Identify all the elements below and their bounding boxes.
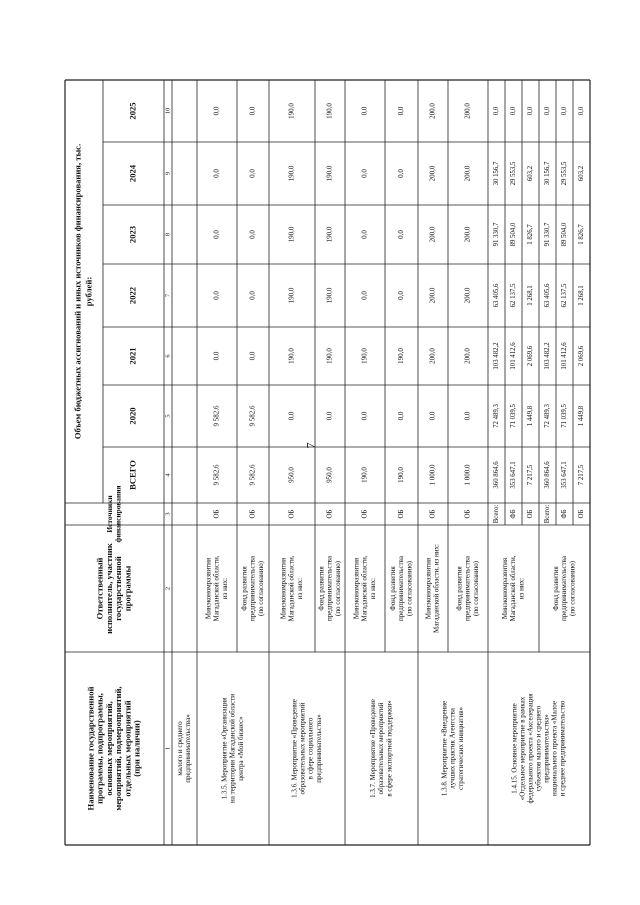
row-value: 0,0 (212, 106, 221, 116)
row-value: 1 449,8 (578, 405, 586, 427)
row-responsible: (по согласованию) (333, 560, 342, 617)
row-value: 9 582,6 (248, 405, 257, 427)
row-responsible: Магаданской области, (360, 555, 369, 622)
row-value: 0,0 (360, 230, 369, 239)
row-name: образовательных мероприятий (298, 702, 307, 795)
col-header-year: 2021 (127, 347, 138, 365)
row-value: 190,0 (287, 103, 296, 119)
row-value: 190,0 (325, 165, 334, 182)
row-value: 7 217,5 (578, 464, 586, 486)
col-number: 4 (164, 473, 172, 477)
row-source: ОБ (527, 509, 535, 519)
row-responsible: Магаданской области, (509, 555, 518, 622)
row-value: 1 449,8 (527, 405, 535, 427)
row-value: 103 482,2 (544, 342, 552, 370)
row-value: 0,0 (248, 230, 257, 239)
row-value: 190,0 (325, 348, 334, 364)
row-value: 71 039,5 (510, 404, 518, 428)
row-responsible: Фонд развития (388, 566, 397, 611)
row-responsible: Минэкономразвития (500, 557, 509, 620)
col-number: 1 (164, 746, 172, 751)
row-value: 0,0 (561, 106, 569, 116)
row-name: предпринимательства» (314, 714, 323, 783)
row-source: ОБ (397, 509, 406, 519)
row-source: Всего: (493, 504, 501, 524)
page-number: 7 (303, 442, 318, 449)
row-value: 0,0 (212, 291, 221, 300)
row-name: центра «Мой бизнес» (236, 716, 245, 781)
row-responsible: из них: (517, 577, 526, 600)
row-responsible: из них: (220, 577, 229, 600)
row-value: 0,0 (360, 291, 369, 300)
row-name: стратегических инициатив» (456, 706, 465, 791)
row-value: 0,0 (212, 230, 221, 239)
row-responsible: (по согласованию) (568, 560, 577, 617)
row-value: 103 482,2 (493, 342, 501, 370)
row-value: 200,0 (428, 103, 437, 119)
row-value: 1 826,7 (578, 224, 586, 245)
row-responsible: Магаданской области, (287, 555, 296, 622)
col-header-responsible: программы (122, 565, 133, 612)
row-value: 62 137,5 (561, 283, 569, 308)
row-value: 0,0 (212, 169, 221, 178)
row-name: малого и среднего (176, 721, 185, 776)
row-responsible: (по согласованию) (256, 560, 265, 617)
row-value: 0,0 (397, 411, 406, 421)
row-source: ОБ (287, 509, 296, 519)
col-header-responsible: государственной (113, 556, 124, 621)
row-name: 1.3.8. Мероприятие «Внедрение (440, 700, 449, 797)
col-header-funding: Объем бюджетных ассигнований и иных источников финансирования, тыс. (72, 143, 83, 440)
row-responsible: (по согласованию) (471, 560, 480, 617)
row-value: 0,0 (578, 106, 586, 116)
row-value: 101 412,6 (510, 342, 518, 370)
row-responsible: предпринимательства (248, 556, 257, 621)
row-name: в сфере социального (306, 717, 315, 780)
row-value: 0,0 (397, 106, 406, 116)
row-value: 89 504,0 (561, 222, 569, 247)
col-header-year: 2025 (127, 102, 138, 120)
row-value: 200,0 (463, 165, 472, 182)
row-value: 353 647,1 (510, 461, 518, 489)
row-responsible: Фонд развития (551, 566, 560, 611)
col-number: 5 (164, 414, 172, 418)
row-value: 360 864,6 (544, 461, 552, 489)
col-header-name: программы, подпрограммы, (94, 693, 105, 804)
col-header-name: отдельных мероприятий (122, 700, 133, 797)
row-source: Всего: (544, 504, 552, 524)
row-value: 29 553,5 (561, 161, 569, 186)
row-value: 190,0 (287, 226, 296, 243)
col-header-name: основных мероприятий, (103, 701, 114, 796)
col-header-responsible: Ответственный (94, 557, 105, 620)
row-value: 200,0 (428, 165, 437, 182)
row-value: 1 268,1 (578, 285, 586, 306)
row-value: 89 504,0 (510, 222, 518, 247)
row-source: ОБ (428, 509, 437, 519)
col-header-name: (при наличии) (131, 720, 142, 777)
row-name: предпринимательства» (184, 714, 193, 783)
row-value: 9 582,6 (212, 464, 221, 486)
row-source: ОБ (463, 509, 472, 519)
row-value: 0,0 (510, 106, 518, 116)
row-value: 91 330,7 (493, 222, 501, 247)
row-name: в сфере экспортной поддержки» (385, 700, 394, 797)
row-value: 0,0 (397, 169, 406, 178)
row-name: на территории Магаданской области (228, 694, 237, 803)
col-header-responsible: исполнитель, участник (103, 543, 114, 634)
row-value: 0,0 (397, 291, 406, 300)
row-source: ОБ (248, 509, 257, 519)
row-value: 190,0 (325, 226, 334, 243)
col-header-source: финансирования (113, 485, 123, 543)
row-value: 0,0 (248, 106, 257, 116)
row-value: 190,0 (325, 103, 334, 119)
row-responsible: из них: (368, 577, 377, 600)
row-responsible: Фонд развития (240, 566, 249, 611)
row-value: 603,2 (527, 165, 535, 182)
row-source: ФБ (510, 509, 518, 519)
row-name: федерального проекта «Акселерация (526, 693, 535, 804)
row-value: 200,0 (463, 103, 472, 119)
row-responsible: Фонд развития (317, 566, 326, 611)
col-header-year: 2022 (127, 286, 138, 305)
col-number: 6 (164, 354, 172, 358)
row-responsible: предпринимательства (325, 556, 334, 621)
col-number: 7 (164, 293, 172, 298)
row-value: 63 405,6 (544, 283, 552, 308)
row-responsible: Минэкономразвития (279, 557, 288, 620)
row-name: «Отдельное мероприятие в рамках (518, 696, 527, 801)
row-name: и среднее предпринимательство (558, 700, 567, 797)
col-header-funding: рублей: (83, 276, 94, 307)
col-number: 10 (164, 107, 172, 115)
row-value: 0,0 (248, 169, 257, 178)
row-source: ОБ (360, 509, 369, 519)
row-value: 353 647,1 (561, 461, 569, 489)
row-responsible: предпринимательства (397, 556, 406, 621)
row-value: 190,0 (287, 287, 296, 304)
row-responsible: Фонд развития (455, 566, 464, 611)
row-responsible: Минэкономразвития (352, 557, 361, 620)
row-name: 1.3.7. Мероприятие «Проведение (368, 699, 377, 798)
row-value: 72 489,3 (493, 404, 501, 428)
row-value: 0,0 (493, 106, 501, 116)
row-value: 9 582,6 (212, 405, 221, 427)
row-responsible: Магаданской области, (212, 555, 221, 622)
col-header-source: Источники (104, 495, 114, 533)
col-header-year: ВСЕГО (127, 460, 138, 490)
row-value: 200,0 (463, 348, 472, 364)
col-number: 3 (164, 512, 172, 516)
row-responsible: предпринимательства (560, 556, 569, 621)
row-value: 360 864,6 (493, 461, 501, 489)
col-header-year: 2020 (127, 407, 138, 425)
row-value: 62 137,5 (510, 283, 518, 308)
row-value: 200,0 (428, 226, 437, 243)
row-name: предпринимательства» (542, 714, 551, 783)
row-value: 7 217,5 (527, 464, 535, 486)
table-layer (65, 80, 590, 845)
row-value: 0,0 (360, 106, 369, 116)
col-header-name: мероприятий, подмероприятий, (113, 686, 124, 811)
col-header-name: Наименование государственной (85, 686, 96, 811)
row-name: образовательных мероприятий (377, 702, 386, 795)
row-value: 0,0 (212, 351, 221, 361)
row-name: национального проекта «Малое (550, 701, 559, 796)
row-value: 190,0 (397, 348, 406, 364)
row-value: 0,0 (360, 411, 369, 421)
row-value: 1 826,7 (527, 224, 535, 245)
row-value: 200,0 (428, 348, 437, 364)
row-value: 2 069,6 (527, 345, 535, 367)
row-value: 190,0 (397, 467, 406, 483)
row-value: 190,0 (360, 348, 369, 364)
row-source: ФБ (561, 509, 569, 519)
row-value: 200,0 (428, 287, 437, 304)
row-value: 603,2 (578, 165, 586, 182)
row-value: 0,0 (397, 230, 406, 239)
row-value: 0,0 (325, 411, 334, 421)
row-value: 63 405,6 (493, 283, 501, 308)
row-responsible: Магаданской области, из них: (432, 544, 441, 633)
row-value: 91 330,7 (544, 222, 552, 247)
row-value: 1 000,0 (463, 464, 472, 486)
row-value: 200,0 (463, 226, 472, 243)
row-name: лучших практик Агентства (448, 708, 457, 789)
col-number: 8 (164, 232, 172, 237)
row-value: 190,0 (287, 348, 296, 364)
row-value: 72 489,3 (544, 404, 552, 428)
row-value: 190,0 (360, 467, 369, 483)
row-value: 1 268,1 (527, 285, 535, 306)
row-value: 71 039,5 (561, 404, 569, 428)
row-value: 2 069,6 (578, 345, 586, 367)
row-value: 950,0 (325, 467, 334, 483)
col-header-year: 2024 (127, 164, 138, 183)
row-responsible: предпринимательства (463, 556, 472, 621)
row-value: 0,0 (428, 411, 437, 421)
row-source: ОБ (325, 509, 334, 519)
row-value: 29 553,5 (510, 161, 518, 186)
row-value: 0,0 (248, 351, 257, 361)
row-responsible: (по согласованию) (405, 560, 414, 617)
row-value: 30 156,7 (493, 161, 501, 186)
row-responsible: из них: (295, 577, 304, 600)
row-value: 9 582,6 (248, 464, 257, 486)
row-value: 30 156,7 (544, 161, 552, 186)
row-value: 190,0 (325, 287, 334, 304)
row-value: 0,0 (527, 106, 535, 116)
row-value: 0,0 (463, 411, 472, 421)
row-value: 101 412,6 (561, 342, 569, 370)
row-value: 0,0 (287, 411, 296, 421)
row-value: 0,0 (248, 291, 257, 300)
col-number: 9 (164, 171, 172, 176)
row-value: 190,0 (287, 165, 296, 182)
row-name: 1.3.6. Мероприятие «Проведение (290, 699, 299, 798)
row-value: 950,0 (287, 467, 296, 483)
col-number: 2 (164, 586, 172, 591)
row-value: 200,0 (463, 287, 472, 304)
row-value: 0,0 (360, 169, 369, 178)
row-name: субъектов малого и среднего (534, 705, 543, 792)
row-value: 1 000,0 (428, 464, 437, 486)
row-name: 1.4.15. Основное мероприятие (510, 703, 519, 794)
row-source: ОБ (212, 509, 221, 519)
row-responsible: Минэкономразвития (204, 557, 213, 620)
col-header-year: 2023 (127, 225, 138, 244)
row-value: 0,0 (544, 106, 552, 116)
row-name: 1.3.5. Мероприятие «Организация (220, 697, 229, 800)
row-responsible: Минэкономразвития (424, 557, 433, 620)
row-source: ОБ (578, 509, 586, 519)
